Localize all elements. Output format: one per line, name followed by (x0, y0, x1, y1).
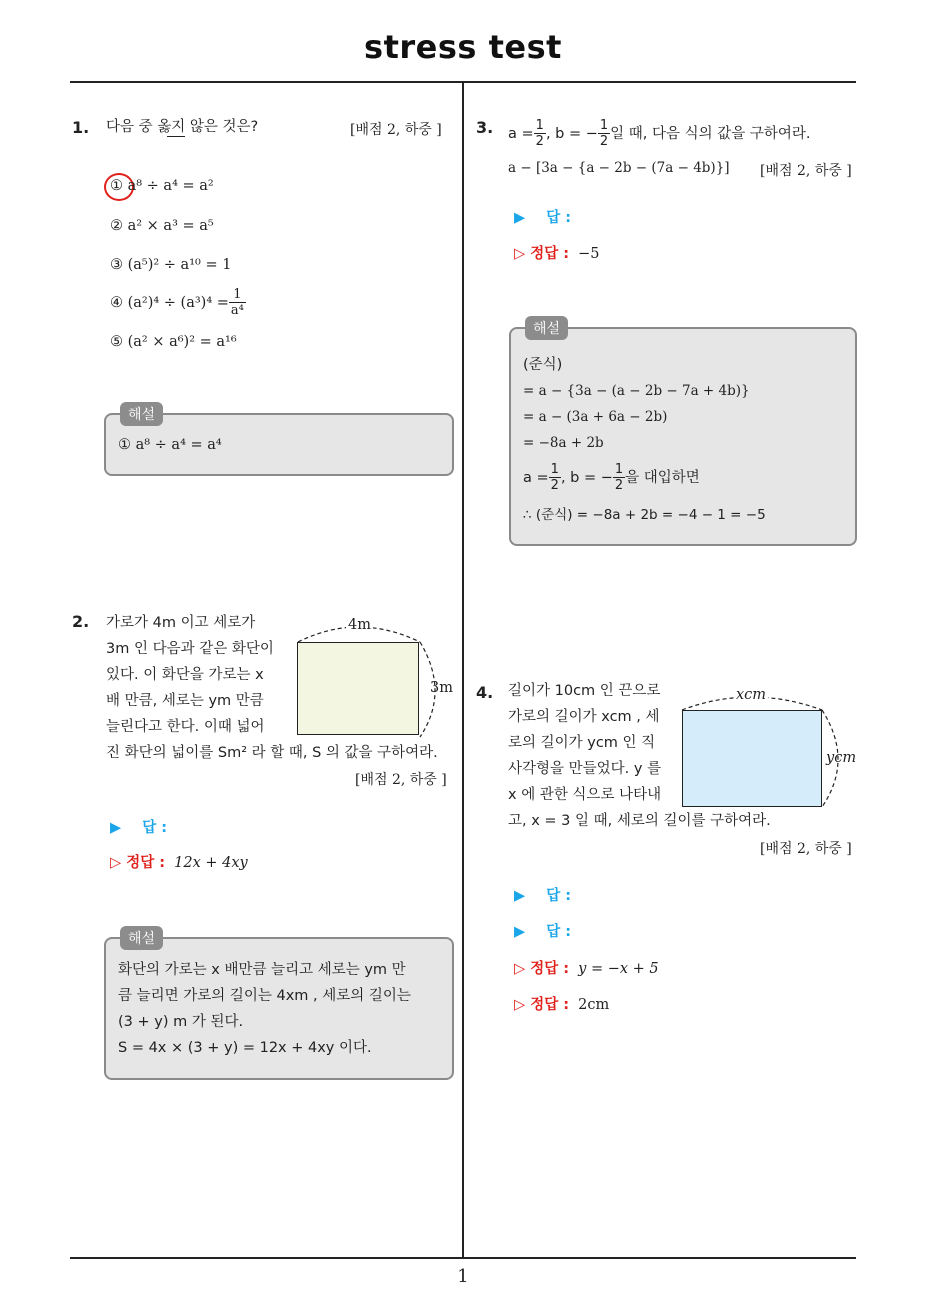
q3-sub-b: , b = − (560, 469, 613, 486)
q3-frac-b (598, 118, 610, 149)
q2-garden-rect (297, 642, 419, 735)
q4-correct-value-1: y = −x + 5 (578, 961, 659, 977)
q2-correct-row (110, 851, 248, 872)
q1-choice-5[interactable]: ⑤ (a² × a⁶)² = a¹⁶ (110, 334, 237, 350)
q1-choice-4-fraction (229, 287, 246, 318)
q2-correct-value: 12x + 4xy (174, 855, 248, 871)
q4-answer-label-2: 답 : (546, 924, 572, 940)
q3-solution-line-4: = −8a + 2b (523, 435, 604, 451)
fraction-denominator: 2 (535, 134, 544, 149)
q2-answer-row[interactable] (110, 816, 167, 837)
q3-sub-c: 을 대입하면 (625, 469, 700, 486)
fraction-denominator: 2 (614, 478, 624, 493)
q3-condition (508, 118, 811, 149)
play-triangle-icon: ▶ (514, 924, 526, 940)
q1-choice-2[interactable]: ② a² × a³ = a⁵ (110, 218, 214, 234)
q2-score: [배점 2, 하중 ] (355, 772, 447, 788)
q3-sub-frac-b (613, 462, 625, 493)
q3-solution-last: ∴ (준식) = −8a + 2b = −4 − 1 = −5 (523, 507, 766, 523)
q4-correct-row-2 (514, 993, 609, 1014)
q4-line-4: 사각형을 만들었다. y 를 (508, 761, 662, 777)
outline-triangle-icon: ▷ (110, 855, 122, 871)
q1-choice-3[interactable]: ③ (a⁵)² ÷ a¹⁰ = 1 (110, 257, 232, 273)
outline-triangle-icon: ▷ (514, 961, 526, 977)
q2-line-6: 진 화단의 넓이를 Sm² 라 할 때, S 의 값을 구하여라. (106, 745, 438, 761)
fraction-denominator: a⁴ (230, 303, 244, 318)
q1-score: [배점 2, 하중 ] (350, 122, 442, 138)
q2-solution-line-3: (3 + y) m 가 된다. (118, 1014, 244, 1030)
q2-solution-line-2: 큼 늘리면 가로의 길이는 4xm , 세로의 길이는 (118, 988, 411, 1004)
q3-answer-label: 답 : (546, 210, 572, 226)
q4-answer-row-2[interactable] (514, 920, 571, 941)
outline-triangle-icon: ▷ (514, 997, 526, 1013)
play-triangle-icon: ▶ (110, 820, 122, 836)
q1-underline (167, 136, 185, 137)
fraction-numerator: 1 (599, 118, 609, 133)
q2-answer-label: 답 : (142, 820, 168, 836)
q2-figure-top-label: 4m (348, 617, 371, 633)
q4-figure-right-label: ycm (826, 750, 857, 766)
q4-correct-label-2: 정답 : (530, 997, 570, 1013)
q4-correct-label-1: 정답 : (530, 961, 570, 977)
q1-choice-1[interactable]: ① a⁸ ÷ a⁴ = a² (110, 178, 214, 194)
fraction-numerator: 1 (614, 462, 624, 477)
q3-frac-a (534, 118, 546, 149)
q2-line-3: 있다. 이 화단을 가로는 x (106, 667, 264, 683)
q2-correct-label: 정답 : (126, 855, 166, 871)
q3-cond-c: 일 때, 다음 식의 값을 구하여라. (610, 125, 811, 142)
q4-correct-value-2: 2cm (578, 997, 610, 1013)
q2-line-1: 가로가 4m 이고 세로가 (106, 615, 256, 631)
q2-figure-right-label: 3m (430, 680, 453, 696)
q3-solution-substitution (523, 462, 700, 493)
q3-sub-a: a = (523, 469, 549, 486)
q3-correct-label: 정답 : (530, 246, 570, 262)
q3-solution-line-2: = a − {3a − (a − 2b − 7a + 4b)} (523, 383, 750, 399)
q1-solution-text: ① a⁸ ÷ a⁴ = a⁴ (118, 437, 222, 453)
q2-solution-tag: 해설 (120, 926, 163, 950)
q4-line-5: x 에 관한 식으로 나타내 (508, 787, 662, 803)
q1-number: 1. (72, 118, 90, 137)
q3-solution-line-3: = a − (3a + 6a − 2b) (523, 409, 668, 425)
q4-line-2: 가로의 길이가 xcm , 세 (508, 709, 660, 725)
q3-correct-value: −5 (578, 246, 600, 262)
q3-score: [배점 2, 하중 ] (760, 163, 852, 179)
fraction-numerator: 1 (229, 287, 246, 303)
q3-correct-row (514, 242, 600, 263)
q3-cond-a: a = (508, 125, 534, 142)
q4-line-3: 로의 길이가 ycm 인 직 (508, 735, 656, 751)
q2-line-2: 3m 인 다음과 같은 화단이 (106, 641, 274, 657)
q3-answer-row[interactable] (514, 206, 571, 227)
q3-solution-line-1: (준식) (523, 357, 563, 373)
bottom-divider (70, 1257, 856, 1259)
fraction-numerator: 1 (535, 118, 544, 133)
q1-choice-4[interactable] (110, 287, 246, 318)
play-triangle-icon: ▶ (514, 888, 526, 904)
q4-answer-row-1[interactable] (514, 884, 571, 905)
q3-number: 3. (476, 118, 494, 137)
q2-solution-line-1: 화단의 가로는 x 배만큼 늘리고 세로는 ym 만 (118, 962, 406, 978)
q4-correct-row-1 (514, 957, 659, 978)
q4-figure-top-label: xcm (736, 687, 767, 703)
q4-number: 4. (476, 683, 494, 702)
q4-line-6: 고, x = 3 일 때, 세로의 길이를 구하여라. (508, 813, 771, 829)
q4-answer-label-1: 답 : (546, 888, 572, 904)
fraction-numerator: 1 (550, 462, 559, 477)
q2-line-5: 늘린다고 한다. 이때 넓어 (106, 719, 265, 735)
q2-number: 2. (72, 612, 90, 631)
q3-expression: a − [3a − {a − 2b − (7a − 4b)}] (508, 160, 730, 176)
q4-rectangle (682, 710, 822, 807)
q3-cond-b: , b = − (545, 125, 598, 142)
q2-solution-line-4: S = 4x × (3 + y) = 12x + 4xy 이다. (118, 1040, 372, 1056)
q3-solution-tag: 해설 (525, 316, 568, 340)
column-divider (462, 82, 464, 1258)
fraction-denominator: 2 (550, 478, 559, 493)
q1-text: 다음 중 옳지 않은 것은? (106, 119, 259, 135)
q3-sub-frac-a (549, 462, 561, 493)
q1-choice-4-text: ④ (a²)⁴ ÷ (a³)⁴ = (110, 294, 229, 311)
document-title: stress test (364, 28, 562, 66)
q1-solution-tag: 해설 (120, 402, 163, 426)
fraction-denominator: 2 (599, 134, 609, 149)
play-triangle-icon: ▶ (514, 210, 526, 226)
outline-triangle-icon: ▷ (514, 246, 526, 262)
q4-line-1: 길이가 10cm 인 끈으로 (508, 683, 661, 699)
q2-line-4: 배 만큼, 세로는 ym 만큼 (106, 693, 264, 709)
page-number: 1 (457, 1266, 469, 1287)
q4-score: [배점 2, 하중 ] (760, 841, 852, 857)
